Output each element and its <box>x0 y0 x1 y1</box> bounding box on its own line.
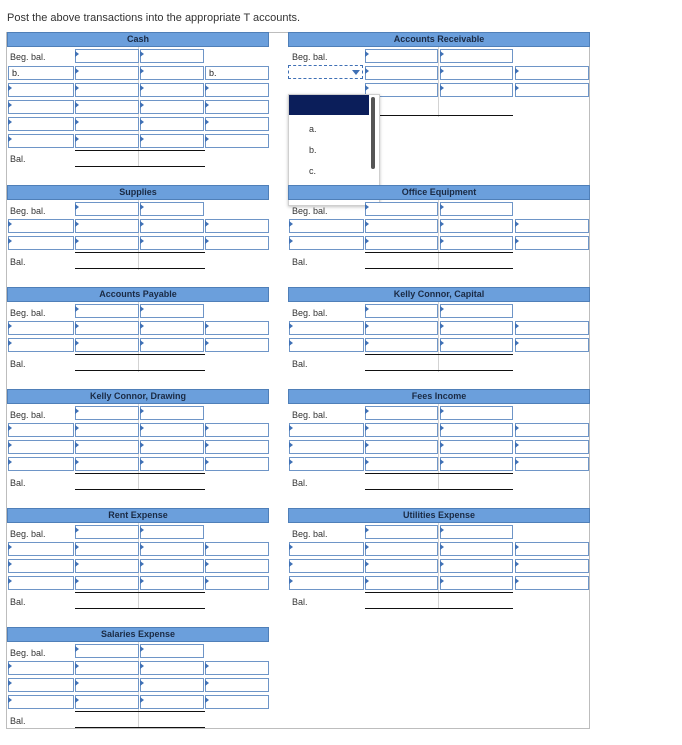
fees-row1-credit-input[interactable] <box>440 423 513 437</box>
fees-header: Fees Income <box>288 389 590 404</box>
capital-row2-credit-input[interactable] <box>440 338 513 352</box>
office-equipment-row2-credit-input[interactable] <box>440 236 513 250</box>
utilities-beg-label: Beg. bal. <box>292 529 328 539</box>
rent-beg-debit-input[interactable] <box>75 525 139 539</box>
drawing-row1-left-select[interactable] <box>8 423 74 437</box>
utilities-row3-credit-input[interactable] <box>440 576 513 590</box>
rent-row2-left-select[interactable] <box>8 559 74 573</box>
capital-beg-label: Beg. bal. <box>292 308 328 318</box>
ar-row2-right-select[interactable] <box>515 83 589 97</box>
salaries-header: Salaries Expense <box>7 627 269 642</box>
fees-row1-left-select[interactable] <box>289 423 364 437</box>
ap-total-line <box>75 354 205 355</box>
fees-row2-credit-input[interactable] <box>440 440 513 454</box>
cash-row2-right-select[interactable] <box>205 83 269 97</box>
cash-beg-credit-input[interactable] <box>140 49 204 63</box>
cash-row4-left-select[interactable] <box>8 117 74 131</box>
salaries-row2-right-select[interactable] <box>205 678 269 692</box>
cash-header: Cash <box>7 32 269 47</box>
salaries-row3-right-select[interactable] <box>205 695 269 709</box>
cash-row1-left-select[interactable] <box>8 66 74 80</box>
drawing-bal-line <box>75 489 205 490</box>
utilities-row3-right-select[interactable] <box>515 576 589 590</box>
utilities-row1-left-select[interactable] <box>289 542 364 556</box>
utilities-row3-left-select[interactable] <box>289 576 364 590</box>
fees-row1-right-select[interactable] <box>515 423 589 437</box>
ap-beg-debit-input[interactable] <box>75 304 139 318</box>
ap-row1-left-select[interactable] <box>8 321 74 335</box>
ar-beg-debit-input[interactable] <box>365 49 438 63</box>
capital-beg-credit-input[interactable] <box>440 304 513 318</box>
cash-row1-right-select[interactable] <box>205 66 269 80</box>
utilities-row2-debit-input[interactable] <box>365 559 438 573</box>
ar-t-line <box>438 47 439 117</box>
office-equipment-beg-label: Beg. bal. <box>292 206 328 216</box>
ar-total-line <box>365 115 513 116</box>
capital-row1-debit-input[interactable] <box>365 321 438 335</box>
supplies-bal-line <box>75 268 205 269</box>
utilities-row1-credit-input[interactable] <box>440 542 513 556</box>
supplies-row1-credit-input[interactable] <box>140 219 204 233</box>
chevron-down-icon <box>352 70 360 75</box>
fees-beg-credit-input[interactable] <box>440 406 513 420</box>
cash-beg-label: Beg. bal. <box>10 52 46 62</box>
cash-row5-left-select[interactable] <box>8 134 74 148</box>
dropdown-highlight[interactable] <box>289 95 369 115</box>
ar-row1-right-select[interactable] <box>515 66 589 80</box>
supplies-row2-right-select[interactable] <box>205 236 269 250</box>
ap-beg-credit-input[interactable] <box>140 304 204 318</box>
fees-row3-credit-input[interactable] <box>440 457 513 471</box>
drawing-beg-label: Beg. bal. <box>10 410 46 420</box>
salaries-row3-debit-input[interactable] <box>75 695 139 709</box>
utilities-beg-credit-input[interactable] <box>440 525 513 539</box>
office-equipment-bal-line <box>365 268 513 269</box>
capital-total-line <box>365 354 513 355</box>
utilities-header: Utilities Expense <box>288 508 590 523</box>
rent-row3-left-select[interactable] <box>8 576 74 590</box>
office-equipment-row1-debit-input[interactable] <box>365 219 438 233</box>
cash-row5-credit-input[interactable] <box>140 134 204 148</box>
supplies-header: Supplies <box>7 185 269 200</box>
salaries-bal-line <box>75 727 205 728</box>
instruction-text: Post the above transactions into the appropriate T accounts. <box>7 12 301 24</box>
supplies-bal-label: Bal. <box>10 257 26 267</box>
salaries-row2-left-select[interactable] <box>8 678 74 692</box>
salaries-beg-label: Beg. bal. <box>10 648 46 658</box>
utilities-row1-debit-input[interactable] <box>365 542 438 556</box>
office-equipment-row1-left-select[interactable] <box>289 219 364 233</box>
supplies-row1-right-select[interactable] <box>205 219 269 233</box>
rent-row2-right-select[interactable] <box>205 559 269 573</box>
ap-row1-right-select[interactable] <box>205 321 269 335</box>
office-equipment-row2-debit-input[interactable] <box>365 236 438 250</box>
cash-row1-left-value: b. <box>12 68 20 78</box>
capital-row1-left-select[interactable] <box>289 321 364 335</box>
supplies-beg-debit-input[interactable] <box>75 202 139 216</box>
fees-row3-right-select[interactable] <box>515 457 589 471</box>
rent-row2-debit-input[interactable] <box>75 559 139 573</box>
fees-row2-left-select[interactable] <box>289 440 364 454</box>
utilities-row1-right-select[interactable] <box>515 542 589 556</box>
rent-row2-credit-input[interactable] <box>140 559 204 573</box>
salaries-row1-right-select[interactable] <box>205 661 269 675</box>
fees-row2-debit-input[interactable] <box>365 440 438 454</box>
supplies-row2-credit-input[interactable] <box>140 236 204 250</box>
cash-row2-credit-input[interactable] <box>140 83 204 97</box>
rent-row3-debit-input[interactable] <box>75 576 139 590</box>
ar-header: Accounts Receivable <box>288 32 590 47</box>
ap-beg-label: Beg. bal. <box>10 308 46 318</box>
rent-row1-credit-input[interactable] <box>140 542 204 556</box>
salaries-total-line <box>75 711 205 712</box>
salaries-row2-debit-input[interactable] <box>75 678 139 692</box>
utilities-row2-credit-input[interactable] <box>440 559 513 573</box>
supplies-beg-credit-input[interactable] <box>140 202 204 216</box>
dropdown-scrollbar[interactable] <box>371 97 375 169</box>
fees-t-line <box>438 404 439 490</box>
cash-beg-debit-input[interactable] <box>75 49 139 63</box>
ap-row1-debit-input[interactable] <box>75 321 139 335</box>
rent-row3-right-select[interactable] <box>205 576 269 590</box>
cash-row3-right-select[interactable] <box>205 100 269 114</box>
utilities-bal-label: Bal. <box>292 597 308 607</box>
salaries-row2-credit-input[interactable] <box>140 678 204 692</box>
capital-bal-label: Bal. <box>292 359 308 369</box>
ar-beg-credit-input[interactable] <box>440 49 513 63</box>
salaries-row1-debit-input[interactable] <box>75 661 139 675</box>
cash-total-line <box>75 150 205 151</box>
office-equipment-t-line <box>438 200 439 270</box>
capital-beg-debit-input[interactable] <box>365 304 438 318</box>
fees-row2-right-select[interactable] <box>515 440 589 454</box>
drawing-row1-right-select[interactable] <box>205 423 269 437</box>
utilities-bal-line <box>365 608 513 609</box>
rent-beg-label: Beg. bal. <box>10 529 46 539</box>
drawing-row3-right-select[interactable] <box>205 457 269 471</box>
cash-row5-right-select[interactable] <box>205 134 269 148</box>
capital-row1-right-select[interactable] <box>515 321 589 335</box>
drawing-beg-credit-input[interactable] <box>140 406 204 420</box>
ap-row2-right-select[interactable] <box>205 338 269 352</box>
office-equipment-header: Office Equipment <box>288 185 590 200</box>
cash-row3-left-select[interactable] <box>8 100 74 114</box>
dropdown-option-c[interactable]: c. <box>309 166 317 176</box>
rent-row1-debit-input[interactable] <box>75 542 139 556</box>
office-equipment-row2-left-select[interactable] <box>289 236 364 250</box>
drawing-row2-debit-input[interactable] <box>75 440 139 454</box>
fees-row3-debit-input[interactable] <box>365 457 438 471</box>
cash-bal-label: Bal. <box>10 154 26 164</box>
drawing-beg-debit-input[interactable] <box>75 406 139 420</box>
fees-row1-debit-input[interactable] <box>365 423 438 437</box>
drawing-row2-left-select[interactable] <box>8 440 74 454</box>
cash-row4-credit-input[interactable] <box>140 117 204 131</box>
ap-bal-label: Bal. <box>10 359 26 369</box>
ap-header: Accounts Payable <box>7 287 269 302</box>
rent-header: Rent Expense <box>7 508 269 523</box>
fees-beg-debit-input[interactable] <box>365 406 438 420</box>
fees-total-line <box>365 473 513 474</box>
office-equipment-row2-right-select[interactable] <box>515 236 589 250</box>
fees-bal-line <box>365 489 513 490</box>
salaries-beg-credit-input[interactable] <box>140 644 204 658</box>
salaries-row3-left-select[interactable] <box>8 695 74 709</box>
salaries-beg-debit-input[interactable] <box>75 644 139 658</box>
rent-row1-right-select[interactable] <box>205 542 269 556</box>
utilities-beg-debit-input[interactable] <box>365 525 438 539</box>
ap-row2-left-select[interactable] <box>8 338 74 352</box>
capital-row1-credit-input[interactable] <box>440 321 513 335</box>
dropdown-option-a[interactable]: a. <box>309 124 317 134</box>
ap-bal-line <box>75 370 205 371</box>
ar-row1-debit-input[interactable] <box>365 66 438 80</box>
drawing-row1-debit-input[interactable] <box>75 423 139 437</box>
office-equipment-row1-credit-input[interactable] <box>440 219 513 233</box>
cash-bal-line <box>75 166 205 167</box>
ap-row2-credit-input[interactable] <box>140 338 204 352</box>
utilities-row2-left-select[interactable] <box>289 559 364 573</box>
ap-row1-credit-input[interactable] <box>140 321 204 335</box>
office-equipment-beg-debit-input[interactable] <box>365 202 438 216</box>
capital-row2-left-select[interactable] <box>289 338 364 352</box>
salaries-row1-credit-input[interactable] <box>140 661 204 675</box>
capital-row2-debit-input[interactable] <box>365 338 438 352</box>
utilities-t-line <box>438 523 439 609</box>
cash-row3-debit-input[interactable] <box>75 100 139 114</box>
drawing-row3-left-select[interactable] <box>8 457 74 471</box>
salaries-bal-label: Bal. <box>10 716 26 726</box>
fees-beg-label: Beg. bal. <box>292 410 328 420</box>
drawing-row1-credit-input[interactable] <box>140 423 204 437</box>
ar-row1-credit-input[interactable] <box>440 66 513 80</box>
drawing-total-line <box>75 473 205 474</box>
drawing-row2-credit-input[interactable] <box>140 440 204 454</box>
drawing-bal-label: Bal. <box>10 478 26 488</box>
utilities-total-line <box>365 592 513 593</box>
cash-row1-credit-input[interactable] <box>140 66 204 80</box>
ar-beg-label: Beg. bal. <box>292 52 328 62</box>
office-equipment-row1-right-select[interactable] <box>515 219 589 233</box>
supplies-row1-left-select[interactable] <box>8 219 74 233</box>
fees-row3-left-select[interactable] <box>289 457 364 471</box>
capital-row2-right-select[interactable] <box>515 338 589 352</box>
supplies-row1-debit-input[interactable] <box>75 219 139 233</box>
office-equipment-total-line <box>365 252 513 253</box>
office-equipment-beg-credit-input[interactable] <box>440 202 513 216</box>
capital-header: Kelly Connor, Capital <box>288 287 590 302</box>
drawing-row3-debit-input[interactable] <box>75 457 139 471</box>
utilities-row3-debit-input[interactable] <box>365 576 438 590</box>
dropdown-option-b[interactable]: b. <box>309 145 317 155</box>
rent-row3-credit-input[interactable] <box>140 576 204 590</box>
drawing-row2-right-select[interactable] <box>205 440 269 454</box>
utilities-row2-right-select[interactable] <box>515 559 589 573</box>
drawing-row3-credit-input[interactable] <box>140 457 204 471</box>
cash-row2-debit-input[interactable] <box>75 83 139 97</box>
cash-row5-debit-input[interactable] <box>75 134 139 148</box>
rent-row1-left-select[interactable] <box>8 542 74 556</box>
rent-beg-credit-input[interactable] <box>140 525 204 539</box>
office-equipment-bal-label: Bal. <box>292 257 308 267</box>
rent-bal-label: Bal. <box>10 597 26 607</box>
salaries-row3-credit-input[interactable] <box>140 695 204 709</box>
supplies-row2-debit-input[interactable] <box>75 236 139 250</box>
cash-row4-debit-input[interactable] <box>75 117 139 131</box>
rent-total-line <box>75 592 205 593</box>
cash-row1-right-value: b. <box>209 68 217 78</box>
supplies-row2-left-select[interactable] <box>8 236 74 250</box>
supplies-beg-label: Beg. bal. <box>10 206 46 216</box>
cash-row4-right-select[interactable] <box>205 117 269 131</box>
ar-row2-credit-input[interactable] <box>440 83 513 97</box>
supplies-total-line <box>75 252 205 253</box>
capital-bal-line <box>365 370 513 371</box>
ap-row2-debit-input[interactable] <box>75 338 139 352</box>
ar-row1-left-select[interactable] <box>288 65 363 79</box>
cash-row3-credit-input[interactable] <box>140 100 204 114</box>
drawing-header: Kelly Connor, Drawing <box>7 389 269 404</box>
cash-row1-debit-input[interactable] <box>75 66 139 80</box>
fees-bal-label: Bal. <box>292 478 308 488</box>
capital-t-line <box>438 302 439 372</box>
rent-bal-line <box>75 608 205 609</box>
cash-row2-left-select[interactable] <box>8 83 74 97</box>
salaries-row1-left-select[interactable] <box>8 661 74 675</box>
